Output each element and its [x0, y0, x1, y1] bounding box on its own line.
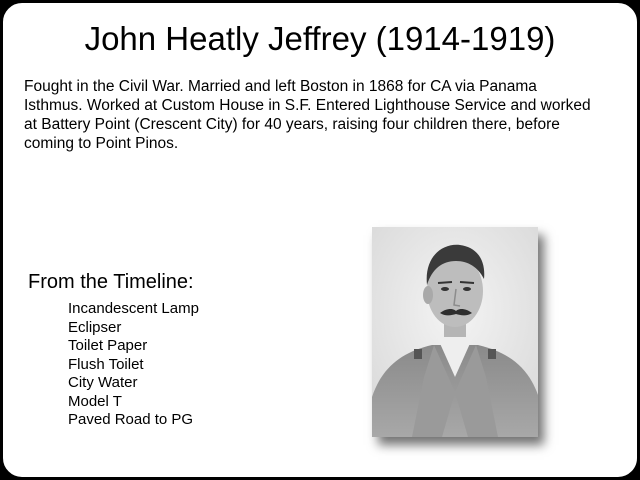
timeline-list	[68, 300, 199, 430]
timeline-item: Model T	[68, 392, 122, 410]
timeline-item: Flush Toilet	[68, 355, 144, 373]
portrait-image	[372, 227, 538, 437]
biography-text: Fought in the Civil War. Married and left Boston in 1868 for CA via Panama Isthmus. Worked at Custom House in S.F. Entered Lighthouse Service and worked at Battery Point (Crescent City) for 40 years, raising four children there, before coming to Point Pinos.	[24, 78, 591, 152]
timeline-item: City Water	[68, 374, 138, 391]
timeline-item: Paved Road to PG	[68, 411, 194, 428]
timeline-item: Eclipser	[68, 318, 122, 336]
timeline-heading: From the Timeline:	[28, 271, 194, 293]
portrait-photo	[372, 227, 538, 437]
timeline-item: Toilet Paper	[68, 337, 148, 354]
slide-title: John Heatly Jeffrey (1914-1919)	[84, 20, 556, 57]
timeline-item: Incandescent Lamp	[68, 300, 199, 317]
